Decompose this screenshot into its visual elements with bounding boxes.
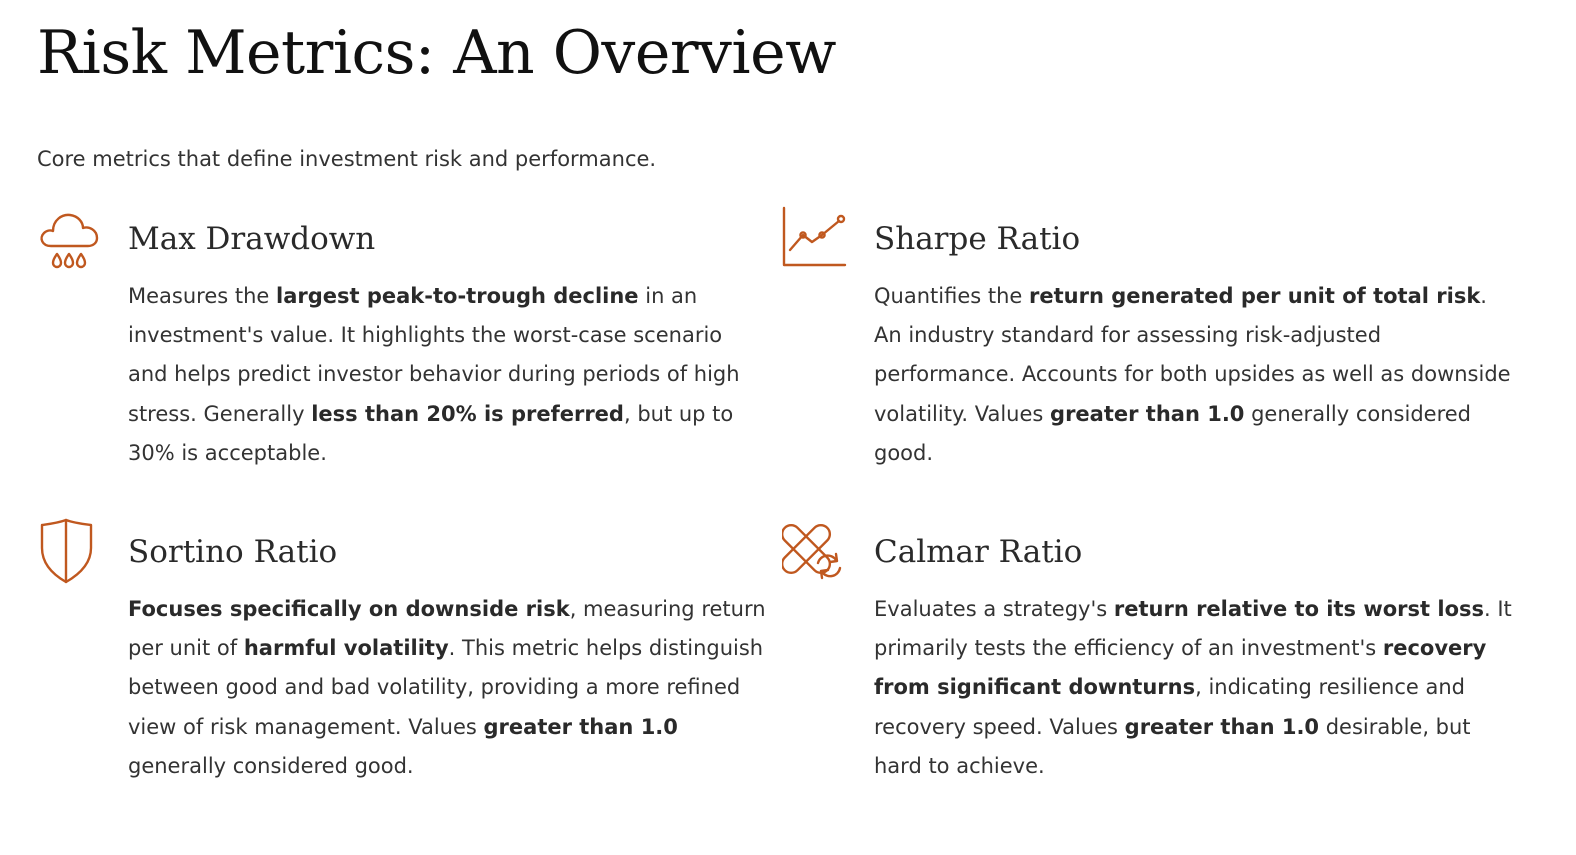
description-text: Quantifies the [874,284,1029,308]
description-text: desirable, but hard to achieve. [874,714,1471,778]
emphasis-text: greater than 1.0 [1050,401,1245,426]
emphasis-text: greater than 1.0 [1124,714,1320,739]
description-text: . This metric helps distinguish between good and bad volatility, providing a more refined view of risk management. Values [128,636,764,739]
description-text: , indicating resilience and recovery speed. Values [874,675,1465,739]
emphasis-text: Focuses specifically on downside risk [128,597,570,621]
emphasis-text: greater than 1.0 [483,714,678,739]
emphasis-text: less than 20% is preferred [311,401,624,426]
metric-title: Sortino Ratio [128,534,338,570]
emphasis-text: return relative to its worst loss [1113,597,1485,621]
shield-icon [36,518,102,584]
metric-description [874,277,1514,473]
description-text: generally considered good. [874,401,1471,465]
line-chart-icon [782,205,848,271]
emphasis-text: recovery from significant downturns [874,636,1487,700]
metric-description [128,277,768,473]
description-text: Evaluates a strategy's [874,597,1114,621]
metric-description [128,590,768,786]
description-text: generally considered good. [128,753,414,778]
emphasis-text: largest peak-to-trough decline [276,284,639,308]
description-text: , measuring return per unit of [128,597,766,661]
description-text: , but up to 30% is acceptable. [128,401,734,465]
metric-title: Max Drawdown [128,221,376,257]
page-subtitle: Core metrics that define investment risk and performance. [37,147,657,171]
description-text: . An industry standard for assessing risk-adjusted performance. Accounts for both upsides as well as downside volatility. Values [874,284,1511,426]
description-text: in an investment's value. It highlights the worst-case scenario and helps predict investor behavior during periods of high stress. Generally [128,284,740,426]
description-text: Measures the [128,284,277,308]
emphasis-text: return generated per unit of total risk [1029,284,1481,308]
emphasis-text: harmful volatility [243,636,449,661]
bandage-recovery-icon [782,518,848,584]
description-text: . It primarily tests the efficiency of an investment's [874,597,1512,661]
metric-title: Calmar Ratio [874,534,1083,570]
metric-title: Sharpe Ratio [874,221,1081,257]
rain-cloud-icon [36,205,102,271]
page-title: Risk Metrics: An Overview [37,18,836,88]
metric-description [874,590,1514,786]
